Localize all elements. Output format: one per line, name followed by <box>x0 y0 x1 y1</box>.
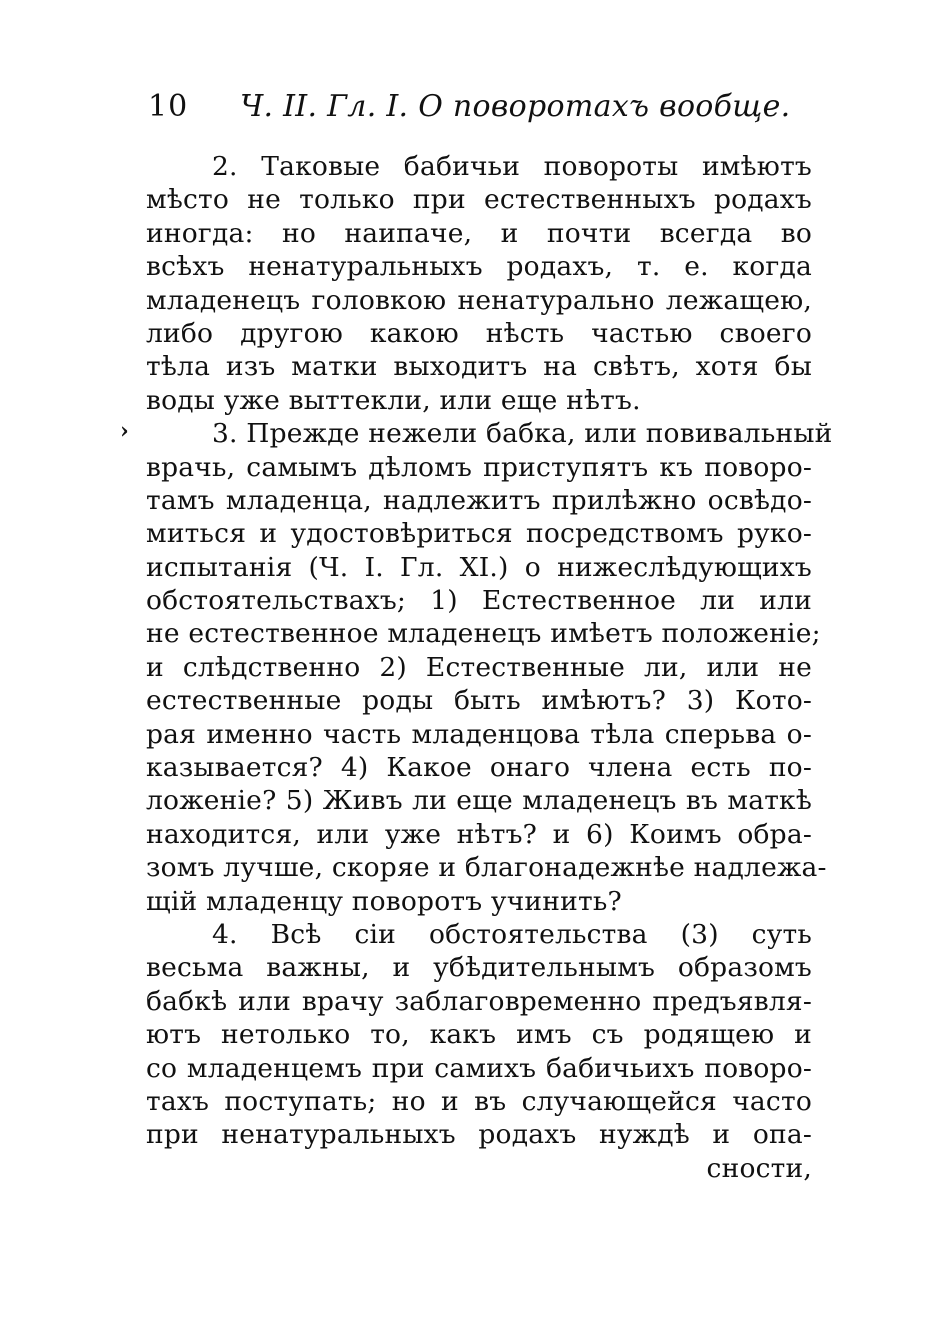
paragraph-3-line: не естественное младенецъ имѣетъ положеніе; <box>146 618 821 650</box>
paragraph-4-line: 4. Всѣ сіи обстоятельства (3) суть <box>212 918 812 950</box>
paragraph-4-line: со младенцемъ при самихъ бабичьихъ поворо- <box>146 1052 812 1084</box>
page-number: 10 <box>148 89 189 124</box>
paragraph-3-line: казывается? 4) Какое онаго члена есть по- <box>146 752 812 784</box>
paragraph-3-line: врачь, самымъ дѣломъ приступятъ къ поворо- <box>146 451 812 483</box>
paragraph-2-line: тѣла изъ матки выходитъ на свѣтъ, хотя бы <box>146 351 812 383</box>
paragraph-3-line: зомъ лучше, скоряе и благонадежнѣе надлежа- <box>146 852 827 884</box>
paragraph-4-line: ютъ нетолько то, какъ имъ съ родящею и <box>146 1019 812 1051</box>
paragraph-3-line: 3. Прежде нежели бабка, или повивальный <box>212 418 833 450</box>
margin-mark: › <box>120 418 129 444</box>
paragraph-2-line: мѣсто не только при естественныхъ родахъ <box>146 184 812 216</box>
paragraph-4-line: бабкѣ или врачу заблаговременно предъявля- <box>146 985 812 1017</box>
paragraph-3-line: тамъ младенца, надлежитъ прилѣжно освѣдо- <box>146 484 812 516</box>
paragraph-3-line: обстоятельствахъ; 1) Естественное ли или <box>146 585 812 617</box>
paragraph-2-line: 2. Таковые бабичьи повороты имѣютъ <box>212 151 812 182</box>
paragraph-2-line: иногда: но наипаче, и почти всегда во <box>146 217 812 249</box>
body-text <box>146 150 833 1185</box>
paragraph-3-line: щій младенцу поворотъ учинить? <box>146 885 622 917</box>
page-header <box>148 82 808 132</box>
paragraph-2-line: либо другою какою нѣсть частью своего <box>146 317 812 349</box>
catchword: сности, <box>706 1152 812 1184</box>
paragraph-3-line: миться и удостовѣриться посредствомъ руко- <box>146 518 812 550</box>
paragraph-3-line: находится, или уже нѣтъ? и 6) Коимъ обра- <box>146 818 812 850</box>
paragraph-2-line: младенецъ головкою ненатурально лежащею, <box>146 284 812 316</box>
paragraph-4-line: при ненатуральныхъ родахъ нуждѣ и опа- <box>146 1119 812 1151</box>
paragraph-4-line: тахъ поступать; но и въ случающейся часто <box>146 1085 812 1117</box>
paragraph-3-line: испытанія (Ч. I. Гл. XI.) о нижеслѣдующихъ <box>146 551 812 583</box>
paragraph-4-line: весьма важны, и убѣдительнымъ образомъ <box>146 952 812 984</box>
paragraph-3-line: ложеніе? 5) Живъ ли еще младенецъ въ маткѣ <box>146 785 812 817</box>
paragraph-3-line: естественные роды быть имѣютъ? 3) Кото- <box>146 685 812 717</box>
running-title: Ч. II. Гл. I. О поворотахъ вообще. <box>240 89 791 124</box>
paragraph-2-line: всѣхъ ненатуральныхъ родахъ, т. е. когда <box>146 251 812 283</box>
paragraph-3-line: рая именно часть младенцова тѣла сперьва о- <box>146 718 812 750</box>
paragraph-3-line: и слѣдственно 2) Естественные ли, или не <box>146 651 812 683</box>
paragraph-2-line: воды уже выттекли, или еще нѣтъ. <box>146 384 641 416</box>
